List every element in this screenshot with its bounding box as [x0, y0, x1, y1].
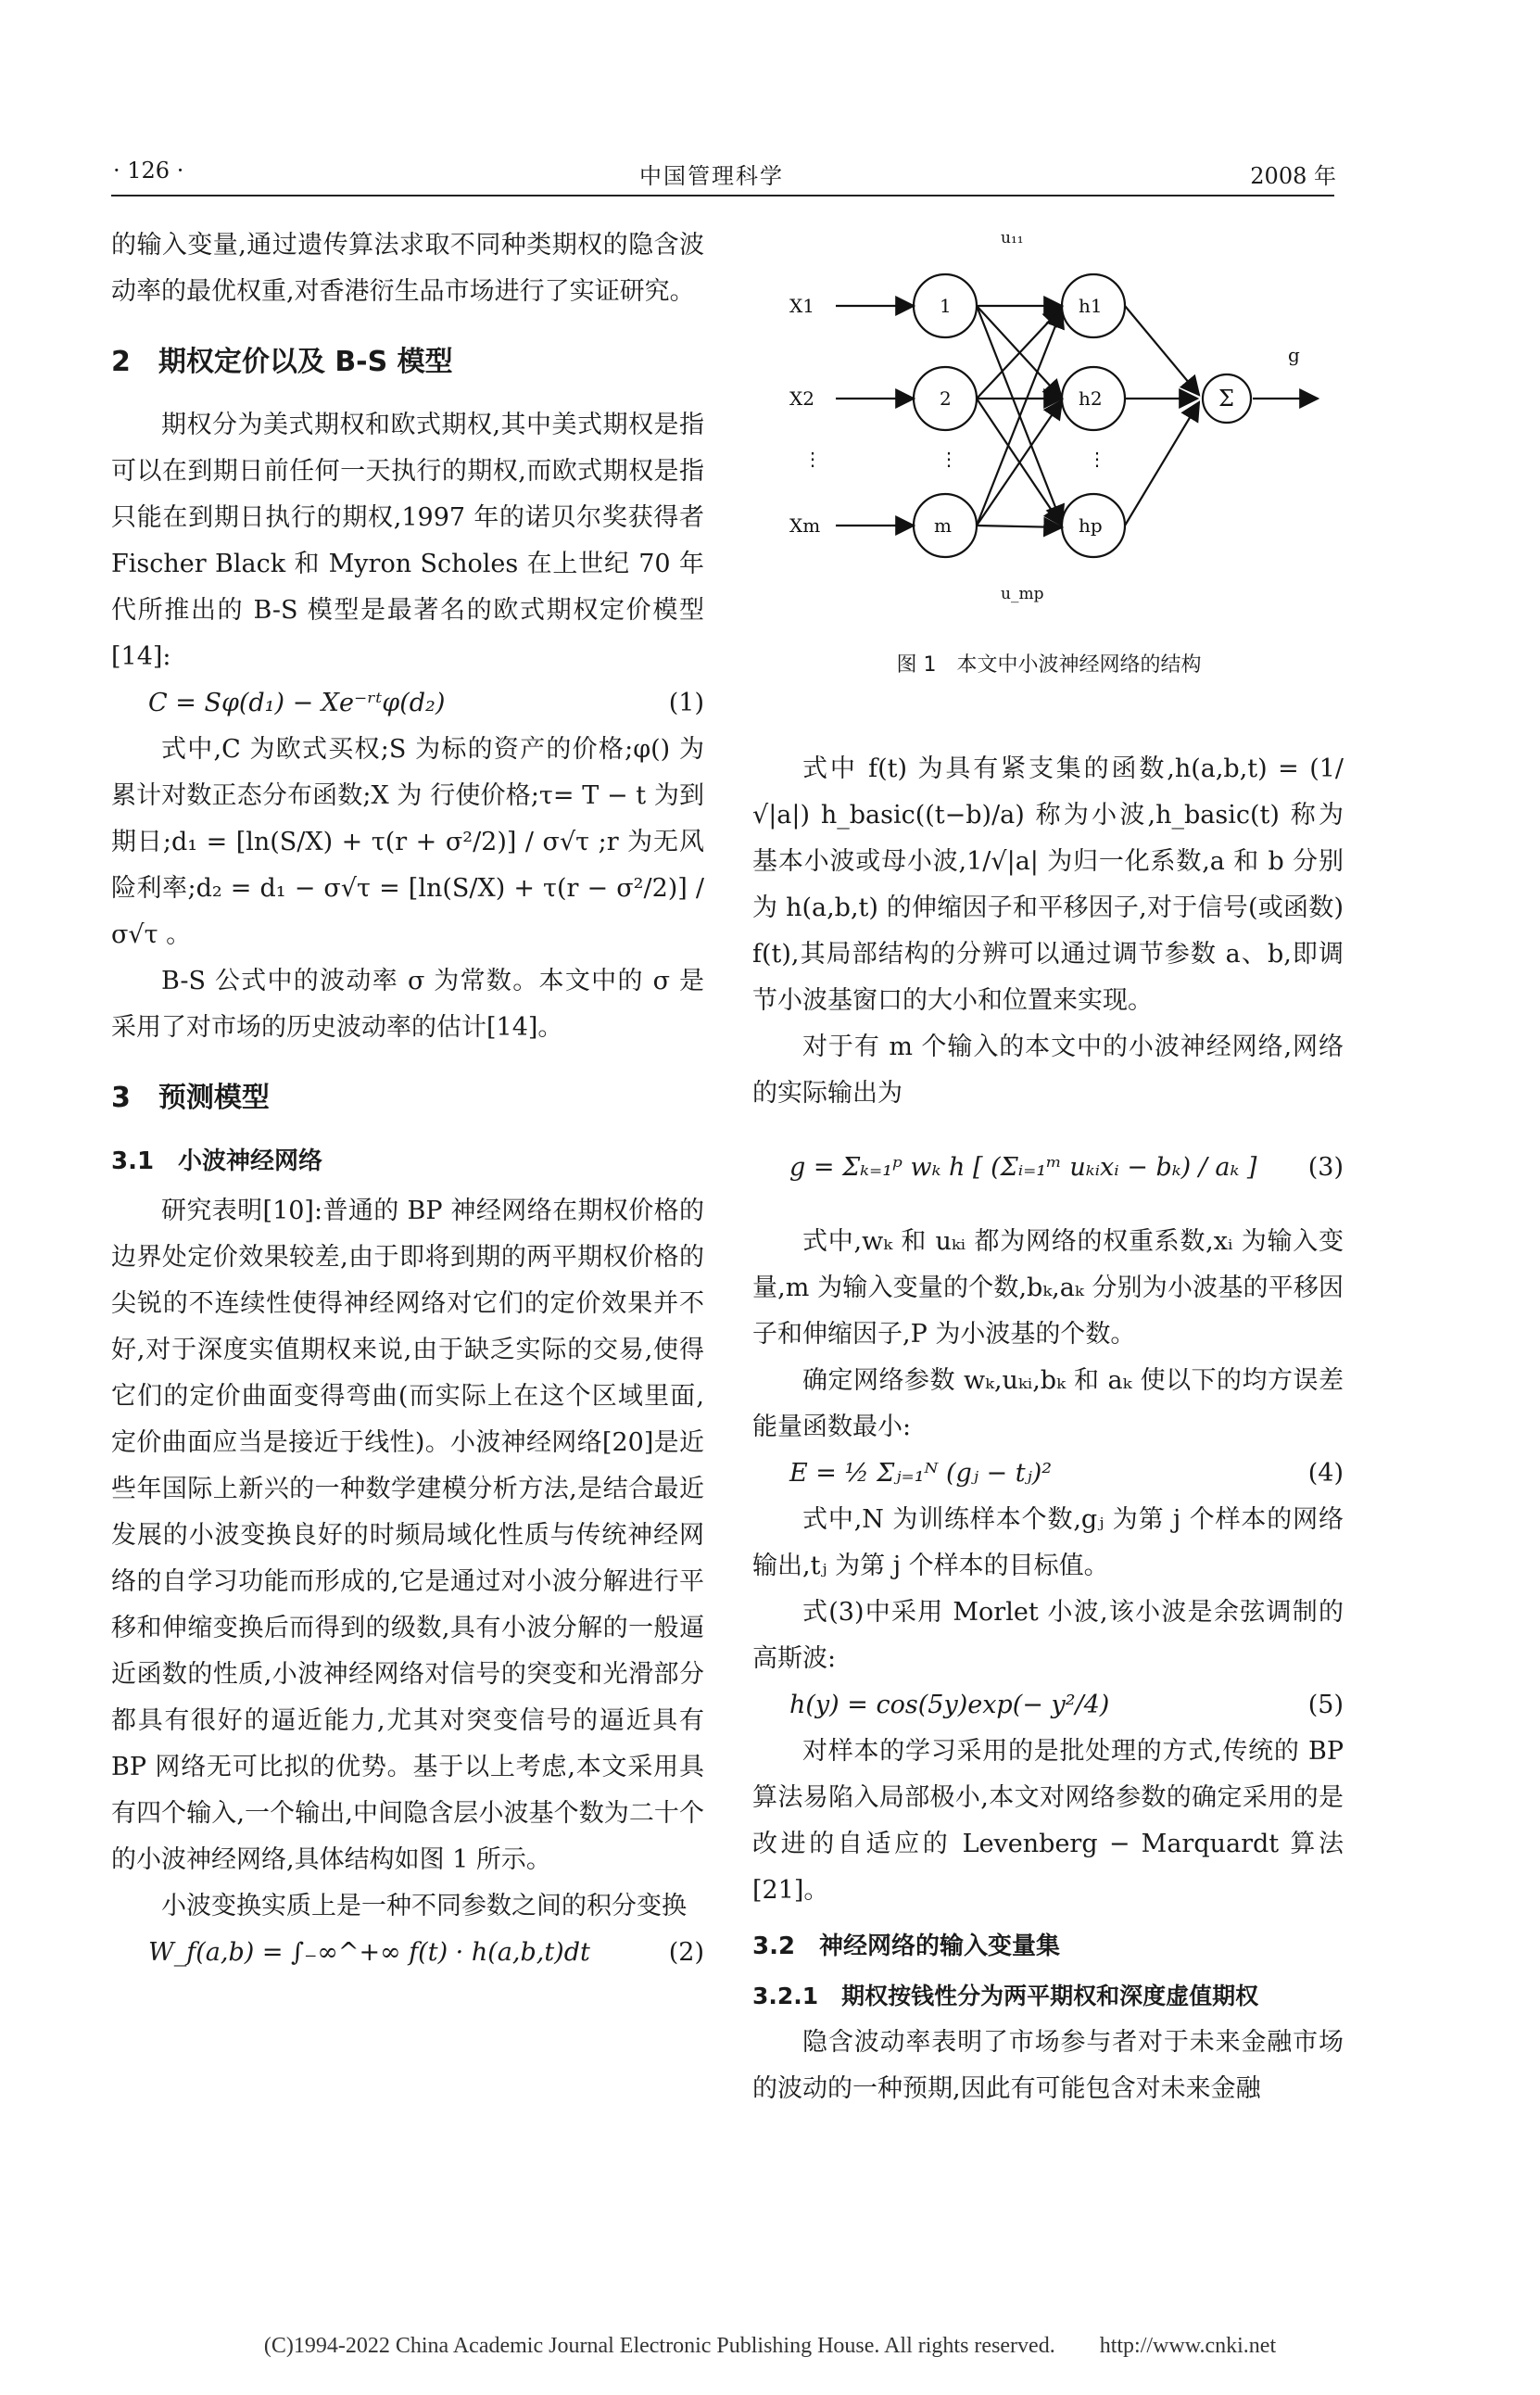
input-label: Xm	[789, 514, 821, 537]
equation-body: g = Σₖ₌₁ᵖ wₖ h [ (Σᵢ₌₁ᵐ uₖᵢxᵢ − bₖ) / aₖ ]	[789, 1153, 1257, 1182]
equation-4	[752, 1451, 1344, 1497]
paragraph: 确定网络参数 wₖ,uₖᵢ,bₖ 和 aₖ 使以下的均方误差能量函数最小:	[752, 1366, 1344, 1441]
output-label: g	[1288, 344, 1300, 366]
hidden-node-label: hp	[1079, 514, 1103, 537]
weight-connections	[977, 306, 1062, 527]
weight-label: u₁₁	[1001, 229, 1024, 247]
journal-year: 2008 年	[1250, 163, 1336, 189]
paragraph: 式中,wₖ 和 uₖᵢ 都为网络的权重系数,xᵢ 为输入变量,m 为输入变量的个数,bₖ,aₖ 分别为小波基的平移因子和伸缩因子,P 为小波基的个数。	[752, 1227, 1344, 1349]
paragraph: 小波变换实质上是一种不同参数之间的积分变换	[161, 1892, 687, 1920]
subsection-heading: 3.1 小波神经网络	[111, 1147, 323, 1175]
input-label: X1	[789, 295, 814, 317]
equation-number: (3)	[1307, 1153, 1344, 1182]
output-connections	[1125, 306, 1199, 526]
input-node-label: 2	[940, 387, 952, 410]
hidden-node-label: h1	[1079, 295, 1103, 317]
paragraph: B-S 公式中的波动率 σ 为常数。本文中的 σ 是采用了对市场的历史波动率的估计[14]。	[111, 967, 704, 1042]
subsection-heading: 3.2 神经网络的输入变量集	[752, 1932, 1061, 1960]
equation-number: (5)	[1307, 1691, 1344, 1719]
weight-label: u_mp	[1001, 585, 1044, 603]
subsubsection-heading: 3.2.1 期权按钱性分为两平期权和深度虚值期权	[752, 1983, 1259, 2009]
paragraph: 式中,N 为训练样本个数,gⱼ 为第 j 个样本的网络输出,tⱼ 为第 j 个样本的目标值。	[752, 1505, 1344, 1580]
paragraph: 期权分为美式期权和欧式期权,其中美式期权是指可以在到期日前任何一天执行的期权,而欧式期权是指只能在到期日执行的期权,1997 年的诺贝尔奖获得者 Fischer Black 和 Myron Scholes 在上世纪 70 年代所推出的 B-S 模型是最著名的欧式期权定价模型[14]:	[111, 411, 704, 671]
journal-name: 中国管理科学	[639, 163, 784, 189]
input-node-label: m	[934, 514, 952, 537]
wavelet-network-figure	[752, 222, 1345, 677]
node-ellipsis: ⋮	[1088, 448, 1106, 470]
paragraph: 式中 f(t) 为具有紧支集的函数,h(a,b,t) = (1/√|a|) h_basic((t−b)/a) 称为小波,h_basic(t) 称为基本小波或母小波,1/√|a| 为归一化系数,a 和 b 分别为 h(a,b,t) 的伸缩因子和平移因子,对于信号(或函数) f(t),其局部结构的分辨可以通过调节参数 a、b,即调节小波基窗口的大小和位置来实现。	[752, 754, 1344, 1015]
input-ellipsis: ⋮	[803, 448, 822, 470]
equation-5	[752, 1682, 1344, 1729]
equation-body: h(y) = cos(5y)exp(− y²/4)	[789, 1691, 1110, 1719]
node-ellipsis: ⋮	[940, 448, 958, 470]
equation-2	[111, 1930, 704, 1976]
left-column	[111, 222, 704, 1976]
hidden-node-label: h2	[1079, 387, 1103, 410]
copyright-footer: (C)1994-2022 China Academic Journal Electronic Publishing House. All rights reserved. http://www.cnki.net	[263, 2334, 1277, 2358]
paragraph: 隐含波动率表明了市场参与者对于未来金融市场的波动的一种预期,因此有可能包含对未来金融	[752, 2028, 1344, 2103]
figure-caption: 图 1 本文中小波神经网络的结构	[896, 653, 1202, 677]
paragraph: 对于有 m 个输入的本文中的小波神经网络,网络的实际输出为	[752, 1033, 1344, 1108]
paragraph: 对样本的学习采用的是批处理的方式,传统的 BP 算法易陷入局部极小,本文对网络参数的确定采用的是改进的自适应的 Levenberg − Marquardt 算法[21]。	[752, 1737, 1344, 1905]
section-heading: 3 预测模型	[111, 1082, 270, 1114]
paragraph: 式中,C 为欧式买权;S 为标的资产的价格;φ() 为累计对数正态分布函数;X 为 行使价格;τ= T − t 为到期日;d₁ = [ln(S/X) + τ(r + σ²/2)] / σ√τ ;r 为无风险利率;d₂ = d₁ − σ√τ = [ln(S/X) + τ(r − σ²/2)] / σ√τ 。	[111, 735, 704, 949]
paragraph: 的输入变量,通过遗传算法求取不同种类期权的隐含波动率的最优权重,对香港衍生品市场进行了实证研究。	[111, 231, 704, 306]
page-number: · 126 ·	[113, 158, 184, 184]
paragraph: 式(3)中采用 Morlet 小波,该小波是余弦调制的高斯波:	[752, 1598, 1344, 1673]
equation-body: C = Sφ(d₁) − Xe⁻ʳᵗφ(d₂)	[148, 689, 446, 717]
equation-body: W_f(a,b) = ∫₋∞^+∞ f(t) · h(a,b,t)dt	[148, 1938, 590, 1967]
sum-symbol: Σ	[1218, 386, 1234, 412]
input-label: X2	[789, 387, 814, 410]
equation-number: (2)	[668, 1938, 704, 1967]
equation-number: (4)	[1307, 1459, 1344, 1488]
equation-3	[752, 1117, 1344, 1219]
equation-number: (1)	[668, 689, 704, 717]
paragraph: 研究表明[10]:普通的 BP 神经网络在期权价格的边界处定价效果较差,由于即将到期的两平期权价格的尖锐的不连续性使得神经网络对它们的定价效果并不好,对于深度实值期权来说,由于缺乏实际的交易,使得它们的定价曲面变得弯曲(而实际上在这个区域里面,定价曲面应当是接近于线性)。小波神经网络[20]是近些年国际上新兴的一种数学建模分析方法,是结合最近发展的小波变换良好的时频局域化性质与传统神经网络的自学习功能而形成的,它是通过对小波分解进行平移和伸缩变换后而得到的级数,具有小波分解的一般逼近函数的性质,小波神经网络对信号的突变和光滑部分都具有很好的逼近能力,尤其对突变信号的逼近具有 BP 网络无可比拟的优势。基于以上考虑,本文采用具有四个输入,一个输出,中间隐含层小波基个数为二十个的小波神经网络,具体结构如图 1 所示。	[111, 1197, 704, 1874]
header-rule	[111, 195, 1334, 196]
right-column	[752, 746, 1344, 2112]
equation-1	[111, 680, 704, 727]
equation-body: E = ½ Σⱼ₌₁ᴺ (gⱼ − tⱼ)²	[789, 1459, 1053, 1488]
input-node-label: 1	[940, 295, 952, 317]
section-heading: 2 期权定价以及 B-S 模型	[111, 346, 453, 378]
